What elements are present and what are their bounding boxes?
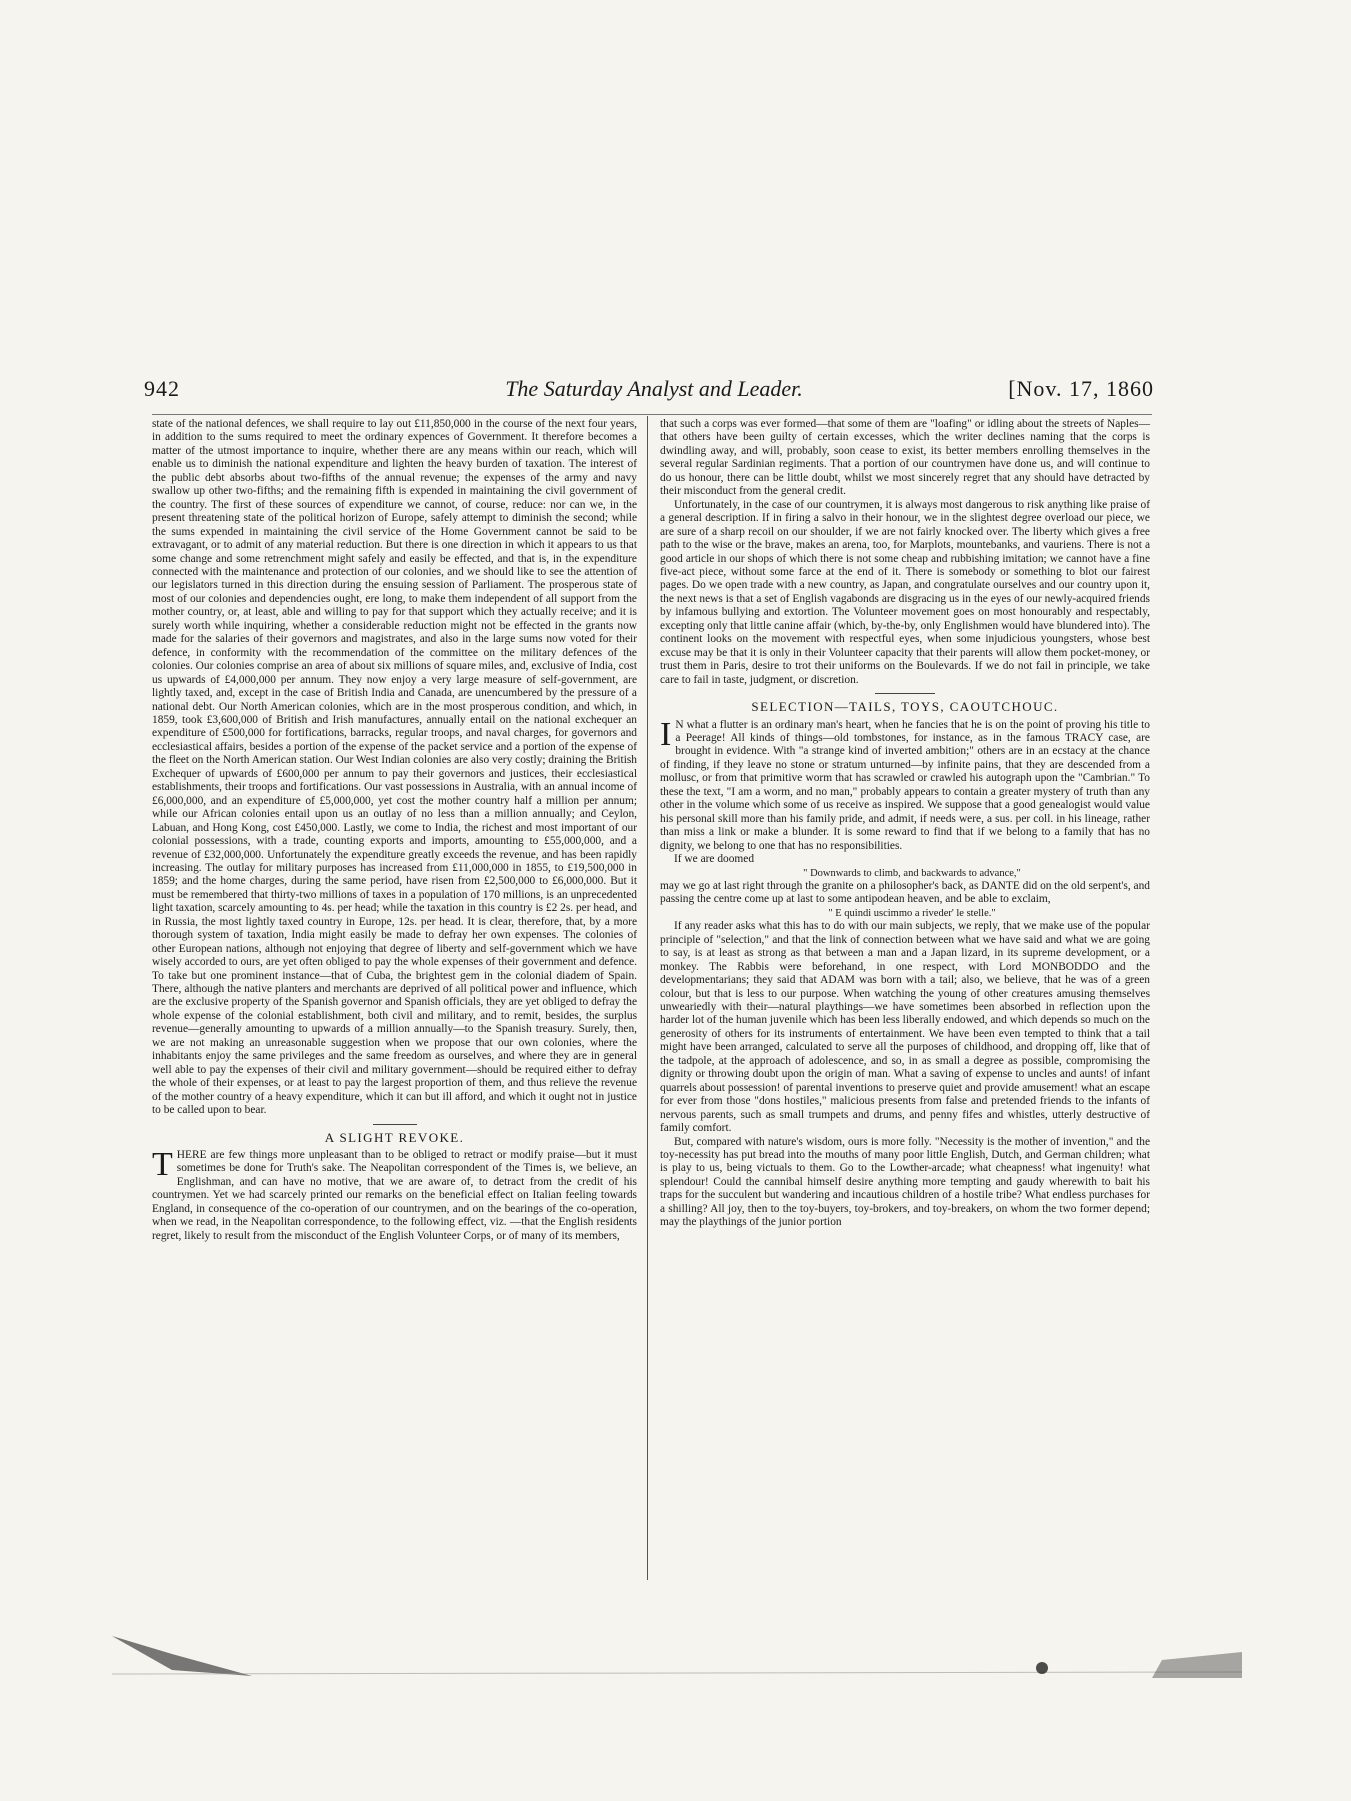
dante-paragraph: may we go at last right through the granite on a philosopher's back, as DANTE did on the old serpent's, and passing the centre come up at last to some antipodean heaven, and be able to exclaim, [660,879,1150,906]
doomed-line: If we are doomed [674,853,755,866]
tail-paragraph: If any reader asks what this has to do with our main subjects, we reply, that we make use of the popular principle of "selection," and that the link of connection between what we have said and what we are going to say, is at least as strong as that between a man and a Japan lizard, in its supreme development, or a monkey. The Rabbis were beforehand, in one respect, with Lord MONBODDO and the developmentarians; they said that ADAM was born with a tail; also, we believe, that he was of a green colour, but that is less to our purpose. When watching the young of other creatures amusing themselves unweariedly with their—natural playthings—we have sometimes been absorbed in reflection upon the harder lot of the human juvenile which has been less liberally endowed, and which depends so much on the generosity of others for its instruments of entertainment. We have been even tempted to think that a tail might have been arranged, calculated to serve all the purposes of childhood, and dropping off, like that of the tadpole, at the approach of adolescence, and so, in as small a degree as possible, compromising the dignity or throwing doubt upon the origin of man. What a saving of expense to uncles and aunts! of infant quarrels about possession! of parental inventions to preserve quiet and provide amusement! what an escape for ever from those "dons hostiles," malicious presents from false and pretended friends to the infants of nervous parents, such as small trumpets and drums, and penny fifes and whistles, utterly destructive of family comfort. [660,920,1150,1135]
quote-stelle: " E quindi uscimmo a riveder' le stelle." [828,907,996,919]
section-divider [875,693,935,694]
left-column [152,418,637,1243]
running-title: The Saturday Analyst and Leader. [505,376,803,401]
right-column [660,418,1150,1230]
header-rule [152,414,1152,415]
section-divider [373,1124,417,1125]
selection-paragraph [660,715,1150,854]
article-heading-selection: SELECTION—TAILS, TOYS, CAOUTCHOUC. [751,699,1059,715]
volunteer-corps-paragraph: that such a corps was ever formed—that some of them are "loafing" or idling about the streets of Naples—that others have been guilty of certain excesses, which the writer declines naming that the corps is dwindling away, and will, probably, soon cease to exist, its better members enrolling themselves in the several regular Sardinian regiments. That a portion of our countrymen have done us, and will continue to do us honour, there can be little doubt, whilst we most sincerely regret that any should have detracted by their misconduct from the general credit. [660,418,1150,498]
drop-cap: I [660,715,672,753]
countrymen-paragraph: Unfortunately, in the case of our countrymen, it is always most dangerous to risk anything like praise of a general description. If in firing a salvo in their honour, we in the slightest degree overload our piece, we are sure of a sharp recoil on our shoulder, if we are not fairly knocked over. The liberty which gives a free path to the wise or the brave, makes an arena, too, for Marplots, mountebanks, and vauriens. There is not a good article in our shops of which there is not some cheap and rubbishing imitation; we cannot have a fine five-act piece, without some farce at the end of it. There is somebody or something to blot our fairest pages. Do we open trade with a new country, as Japan, and congratulate ourselves and our country upon it, the next news is that a set of English vagabonds are disgracing us in the eyes of our newly-acquired friends by infamous bullying and extortion. The Volunteer movement goes on most honourably and respectably, excepting only that little canine affair (which, by-the-by, only Englishmen would have blundered into). The continent looks on the movement with respectful eyes, when some injudicious youngsters, whose best excuse may be that it is only in their Volunteer capacity that their parents will allow them pocket-money, or trust them in Paris, desire to trot their uniforms on the Boulevards. If we do not fail in principle, we take care to fail in taste, judgment, or discretion. [660,498,1150,686]
issue-date: [Nov. 17, 1860 [1008,376,1154,401]
page-header [144,376,1154,410]
toys-paragraph: But, compared with nature's wisdom, ours is more folly. "Necessity is the mother of invention," and the toy-necessity has put bread into the mouths of many poor little English, Dutch, and German children; what is play to us, being victuals to them. Go to the Lowther-arcade; what cheapness! what ingenuity! what splendour! Could the cannibal himself desire anything more tempting and gaudy wherewith to bait his traps for the succulent but wandering and incautious children of a hostile tribe? What endless purchases for a shilling? All joy, then to the toy-buyers, toy-brokers, and toy-breakers, on whom the two former depend; may the playthings of the junior portion [660,1135,1150,1229]
drop-cap: T [152,1146,173,1184]
page-number: 942 [144,376,180,401]
quote-downwards: " Downwards to climb, and backwards to advance," [803,867,1021,879]
slight-revoke-text: HERE are few things more unpleasant than to be obliged to retract or modify praise—but it must sometimes be done for Truth's sake. The Neapolitan correspondent of the Times is, we believe, an Englishman, and can have no motive, that we are aware of, to detract from the credit of his countrymen. Yet we had scarcely printed our remarks on the beneficial effect on Italian feeling towards England, in consequence of the co-operation of our countrymen, and on the bearings of the co-operation, when we read, in the Neapolitan correspondence, to the following effect, viz. —that the English residents regret, likely to result from the misconduct of the English Volunteer Corps, or of many of its members, [152,1149,637,1242]
scan-artifact [112,1630,1242,1680]
selection-text: N what a flutter is an ordinary man's heart, when he fancies that he is on the point of proving his title to a Peerage! All kinds of things—old tombstones, for instance, as in the famous TRACY case, are brought in evidence. With "a strange kind of inverted ambition;" others are in an ecstacy at the chance of finding, if they leave no stone or stratum unturned—by infinite pains, that they are descended from a mollusc, or from that primitive worm that has scrawled or crawled his autograph upon the "Cambrian." To these the text, "I am a worm, and no man," probably appears to contain a greater mystery of truth than any other in the volume which some of us receive as inspired. We suppose that a good genealogist would value his personal skill more than his family pride, and admit, if needs were, a sus. per coll. in his lineage, rather than miss a link or make a blunder. It is some reward to find that if we belong to a family that has no dignity, we belong to one that has no responsibilities. [660,718,1150,852]
slight-revoke-paragraph [152,1146,637,1243]
column-divider [647,416,648,1580]
article-heading-slight-revoke: A SLIGHT REVOKE. [324,1129,465,1145]
colonial-expenditure-paragraph: state of the national defences, we shall require to lay out £11,850,000 in the course of the next four years, in addition to the sums required to meet the ordinary expences of Government. It therefore becomes a matter of the utmost importance to inquire, whether there are any means within our reach, which will enable us to diminish the national expenditure and lighten the heavy burden of taxation. The interest of the public debt absorbs about two-fifths of the annual revenue; the expenses of the army and navy swallow up other two-fifths; and the remaining fifth is expended in maintaining the civil government of the country. The first of these sources of expenditure we cannot, of course, reduce: nor can we, in the present threatening state of the political horizon of Europe, safely attempt to diminish the second; while the sums expended in maintaining the civil service of the Home Government cannot be said to be extravagant, or to admit of any material reduction. But there is one direction in which it appears to us that some change and some retrenchment might safely and easily be effected, and that is, in the expenditure connected with the maintenance and protection of our colonies, and we should like to see the attention of our legislators turned in this direction during the ensuing session of Parliament. The prosperous state of most of our colonies and dependencies ought, ere long, to make them independent of all support from the mother country, or, at least, able and willing to pay for that support which they actually receive; and it is surely worth while inquiring, whether a considerable reduction might not be effected in the grants now made for the salaries of their governors and magistrates, and also in the large sums now voted for their defence, in conformity with the recommendation of the committee on the military defences of the colonies. Our colonies comprise an area of about six millions of square miles, and, exclusive of India, cost us upwards of £4,000,000 per annum. They now enjoy a very large measure of self-government, are lightly taxed, and, except in the case of British India and Canada, are unencumbered by the pressure of a national debt. Our North American colonies, which are in the most prosperous condition, and which, in 1859, took £3,600,000 of British and Irish manufactures, annually entail on the national exchequer an expenditure of £500,000 for fortifications, barracks, regular troops, and naval charges, for governors and ecclesiastical affairs, besides a portion of the expense of the packet service and a portion of the expense of the fleet on the North American station. Our West Indian colonies are also very costly; draining the British Exchequer of upwards of £600,000 per annum to pay their governors and justices, their ecclesiastical establishments, their troops and fortifications. Our vast possessions in Australia, with an annual income of £6,000,000, and an expenditure of £5,000,000, yet cost the mother country half a million per annum; while our African colonies entail upon us an outlay of no less than a million annually; and Ceylon, Labuan, and Hong Kong, cost £450,000. Lastly, we come to India, the richest and most important of our colonial possessions, with a trade, counting exports and imports, amounting to £55,000,000, and a revenue of £32,000,000. Unfortunately the expenditure greatly exceeds the revenue, and has been rapidly increasing. The outlay for military purposes has increased from £11,000,000 in 1855, to £19,500,000 in 1859; and the home charges, during the same period, have risen from £2,500,000 to £6,000,000. But it must be remembered that thirty-two millions of taxes in a population of 170 millions, is an unprecedented light taxation, scarcely amounting to 4s. per head; while the taxation in this country is £2 2s. per head, and in Russia, the most lightly taxed country in Europe, 12s. per head. It is clear, therefore, that, by a more thorough system of taxation, India might easily be made to defray her own expenses. The colonies of other European nations, although not enjoying that degree of liberty and self-government which we have wisely accorded to ours, are yet often obliged to pay the whole expenses of their government and defence. To take but one prominent instance—that of Cuba, the brightest gem in the colonial diadem of Spain. There, although the native planters and merchants are deprived of all political power and influence, which are the exclusive property of the Spanish governor and Spanish officials, they are yet obliged to defray the whole expense of the colonial establishment, both civil and military, and to remit, besides, the surplus revenue—generally amounting to upwards of a million annually—to the Spanish treasury. Surely, then, we are not making an unreasonable suggestion when we propose that our own colonies, where the inhabitants enjoy the same privileges and the same freedom as ourselves, and where they are in general well able to pay the expenses of their civil and military government—should be required either to defray the whole of their expenses, or at least to pay the largest proportion of them, and thus relieve the revenue of the mother country of a heavy expenditure, which it can but ill afford, and which it ought not in justice to be called upon to bear. [152,418,637,1117]
